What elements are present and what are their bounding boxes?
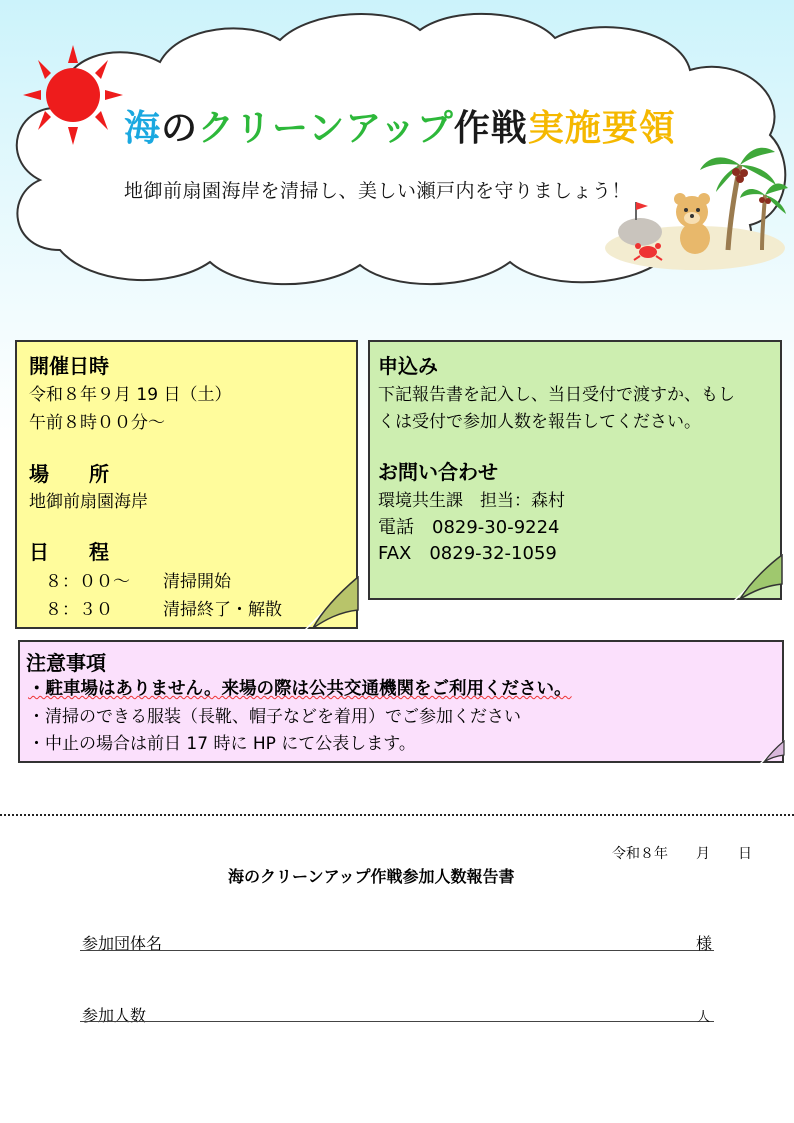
group-suffix: 様 bbox=[696, 934, 713, 953]
program-desc-1: 清掃開始 bbox=[163, 572, 231, 592]
program-desc-2: 清掃終了・解散 bbox=[163, 600, 282, 620]
beach-illustration bbox=[600, 140, 790, 275]
count-suffix: 人 bbox=[697, 1010, 711, 1025]
apply-label: 申込み bbox=[378, 354, 438, 378]
page-curl-icon bbox=[734, 554, 784, 602]
group-label: 参加団体名 bbox=[82, 934, 163, 953]
program-label: 日 程 bbox=[29, 540, 109, 564]
program-time-1: ８：００～ bbox=[45, 572, 130, 592]
sun-icon bbox=[18, 45, 128, 145]
contact-dept: 環境共生課 担当：森村 bbox=[378, 491, 565, 511]
notes-item-clothing: ・清掃のできる服装（長靴、帽子などを着用）でご参加ください bbox=[28, 707, 521, 727]
participant-count-field[interactable] bbox=[80, 1021, 714, 1022]
apply-note bbox=[368, 340, 782, 600]
page-curl-icon bbox=[760, 740, 786, 765]
apply-line-1: 下記報告書を記入し、当日受付で渡すか、もし bbox=[378, 385, 735, 405]
place-label: 場 所 bbox=[29, 462, 109, 486]
contact-tel: 電話 0829-30-9224 bbox=[378, 517, 560, 538]
contact-fax: FAX 0829-32-1059 bbox=[378, 543, 557, 564]
count-label: 参加人数 bbox=[82, 1006, 147, 1025]
flag-icon bbox=[636, 202, 648, 220]
place-value: 地御前扇園海岸 bbox=[29, 492, 148, 512]
notes-box bbox=[18, 640, 784, 763]
notes-item-parking: ・駐車場はありません。来場の際は公共交通機関をご利用ください。 bbox=[28, 679, 572, 699]
page-curl-icon bbox=[305, 576, 360, 631]
report-title: 海のクリーンアップ作戦参加人数報告書 bbox=[228, 867, 515, 886]
cut-line bbox=[0, 814, 794, 816]
contact-label: お問い合わせ bbox=[378, 460, 498, 484]
title-part-guidelines: 実施要領 bbox=[527, 108, 676, 149]
title-part-sea: 海 bbox=[124, 108, 162, 149]
title-part-cleanup: クリーンアップ bbox=[198, 108, 454, 149]
date-label: 開催日時 bbox=[29, 354, 109, 378]
date-line-1: 令和８年９月 19 日（土） bbox=[29, 385, 232, 405]
title-part-no: の bbox=[161, 108, 199, 149]
report-date: 令和８年 月 日 bbox=[612, 846, 752, 862]
date-line-2: 午前８時００分～ bbox=[29, 413, 165, 433]
apply-line-2: くは受付で参加人数を報告してください。 bbox=[378, 412, 701, 432]
page-subtitle: 地御前扇園海岸を清掃し、美しい瀬戸内を守りましょう！ bbox=[124, 180, 632, 202]
title-part-operation: 作戦 bbox=[453, 108, 528, 149]
group-name-field[interactable] bbox=[80, 950, 714, 951]
rock-icon bbox=[618, 218, 662, 246]
notes-label: 注意事項 bbox=[26, 651, 106, 675]
program-time-2: ８：３０ bbox=[45, 600, 113, 620]
notes-item-cancel: ・中止の場合は前日 17 時に HP にて公表します。 bbox=[28, 734, 416, 754]
